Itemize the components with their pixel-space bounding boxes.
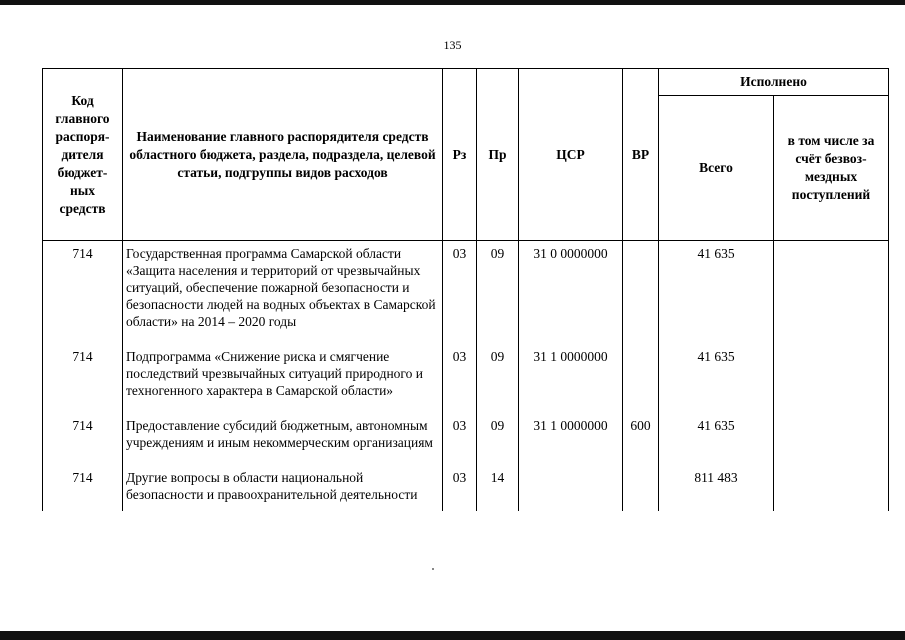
row-total: 811 483 bbox=[659, 465, 774, 511]
table-row bbox=[43, 344, 889, 399]
row-code: 714 bbox=[43, 413, 123, 451]
row-vr: 600 bbox=[623, 413, 659, 451]
header-executed: Исполнено bbox=[659, 69, 889, 96]
row-rz: 03 bbox=[443, 241, 477, 331]
row-name: Государственная программа Самарской области «Защита населения и территорий от чрезвычайных ситуаций, обеспечение пожарной безопасности и безопасности людей на водных объектах в Самарской области» на 2014 – 2020 годы bbox=[123, 241, 443, 331]
header-code: Код главного распоря-дителя бюджет-ных средств bbox=[43, 69, 123, 241]
header-incl: в том числе за счёт безвоз-мездных поступлений bbox=[774, 96, 889, 241]
page-number: 135 bbox=[443, 38, 462, 52]
row-pr: 09 bbox=[477, 241, 519, 331]
row-vr bbox=[623, 344, 659, 399]
header-csr: ЦСР bbox=[519, 69, 623, 241]
row-vr bbox=[623, 465, 659, 511]
row-name: Другие вопросы в области национальной безопасности и правоохранительной деятельности bbox=[123, 465, 443, 511]
table-row bbox=[43, 413, 889, 451]
scan-border-top bbox=[0, 0, 905, 5]
row-total: 41 635 bbox=[659, 413, 774, 451]
scan-speck bbox=[432, 568, 434, 570]
row-rz: 03 bbox=[443, 465, 477, 511]
row-pr: 09 bbox=[477, 344, 519, 399]
row-incl bbox=[774, 344, 889, 399]
row-rz: 03 bbox=[443, 344, 477, 399]
row-incl bbox=[774, 241, 889, 331]
row-code: 714 bbox=[43, 465, 123, 511]
row-name: Подпрограмма «Снижение риска и смягчение последствий чрезвычайных ситуаций природного и техногенного характера в Самарской области» bbox=[123, 344, 443, 399]
table-row bbox=[43, 241, 889, 331]
header-total: Всего bbox=[659, 96, 774, 241]
header-name: Наименование главного распорядителя средств областного бюджета, раздела, подраздела, целевой статьи, подгруппы видов расходов bbox=[123, 69, 443, 241]
row-spacer bbox=[43, 451, 889, 465]
table-row bbox=[43, 465, 889, 511]
row-total: 41 635 bbox=[659, 241, 774, 331]
header-rz: Рз bbox=[443, 69, 477, 241]
row-csr: 31 1 0000000 bbox=[519, 413, 623, 451]
row-spacer bbox=[43, 330, 889, 344]
row-code: 714 bbox=[43, 241, 123, 331]
row-incl bbox=[774, 413, 889, 451]
row-code: 714 bbox=[43, 344, 123, 399]
row-total: 41 635 bbox=[659, 344, 774, 399]
header-vr: ВР bbox=[623, 69, 659, 241]
row-rz: 03 bbox=[443, 413, 477, 451]
header-row-1 bbox=[43, 69, 889, 96]
row-pr: 09 bbox=[477, 413, 519, 451]
budget-table bbox=[42, 68, 889, 511]
row-csr: 31 0 0000000 bbox=[519, 241, 623, 331]
row-name: Предоставление субсидий бюджетным, автономным учреждениям и иным некоммерческим организациям bbox=[123, 413, 443, 451]
row-csr: 31 1 0000000 bbox=[519, 344, 623, 399]
scan-border-bottom bbox=[0, 631, 905, 640]
row-spacer bbox=[43, 399, 889, 413]
row-vr bbox=[623, 241, 659, 331]
header-pr: Пр bbox=[477, 69, 519, 241]
row-incl bbox=[774, 465, 889, 511]
row-pr: 14 bbox=[477, 465, 519, 511]
row-csr bbox=[519, 465, 623, 511]
